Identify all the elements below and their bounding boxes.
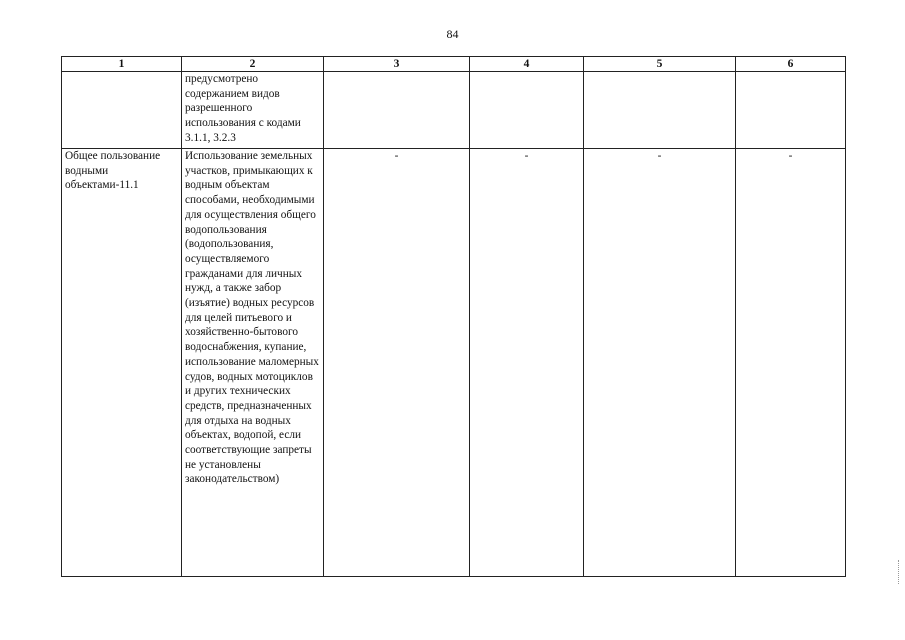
land-use-name: Общее пользование водными объектами-11.1: [65, 150, 161, 192]
column-3-cell: -: [324, 149, 470, 577]
table-row: [62, 149, 846, 577]
column-header-1: 1: [62, 57, 182, 72]
land-use-description: предусмотрено содержанием видов разрешенного использования с кодами 3.1.1, 3.2.3: [185, 73, 301, 144]
column-header-4: 4: [470, 57, 584, 72]
land-use-table: [61, 56, 846, 577]
column-4-cell: [470, 72, 584, 149]
page-number: 84: [446, 27, 459, 41]
land-use-description-cell: [182, 72, 324, 149]
column-header-2: 2: [182, 57, 324, 72]
column-3-cell: [324, 72, 470, 149]
land-use-description-cell: [182, 149, 324, 577]
table-header-row: [62, 57, 846, 72]
column-6-cell: -: [736, 149, 846, 577]
land-use-name-cell: [62, 149, 182, 577]
column-5-cell: -: [584, 149, 736, 577]
column-6-cell: [736, 72, 846, 149]
column-4-cell: -: [470, 149, 584, 577]
land-use-description: Использование земельных участков, примыкающих к водным объектам способами, необходимыми для осуществления общего водопользования (водопользования, осуществляемого гражданами для личных нужд, а также забор (изъятие) водных ресурсов для целей питьевого и хозяйственно-бытового водоснабжения, купание, использование маломерных судов, водных мотоциклов и других технических средств, предназначенных для отдыха на водных объектах, водопой, если соответствующие запреты не установлены законодательством): [185, 150, 319, 486]
table-row: [62, 72, 846, 149]
column-header-3: 3: [324, 57, 470, 72]
scan-margin-mark: [898, 560, 903, 584]
column-header-5: 5: [584, 57, 736, 72]
column-header-6: 6: [736, 57, 846, 72]
column-5-cell: [584, 72, 736, 149]
land-use-name-cell: [62, 72, 182, 149]
